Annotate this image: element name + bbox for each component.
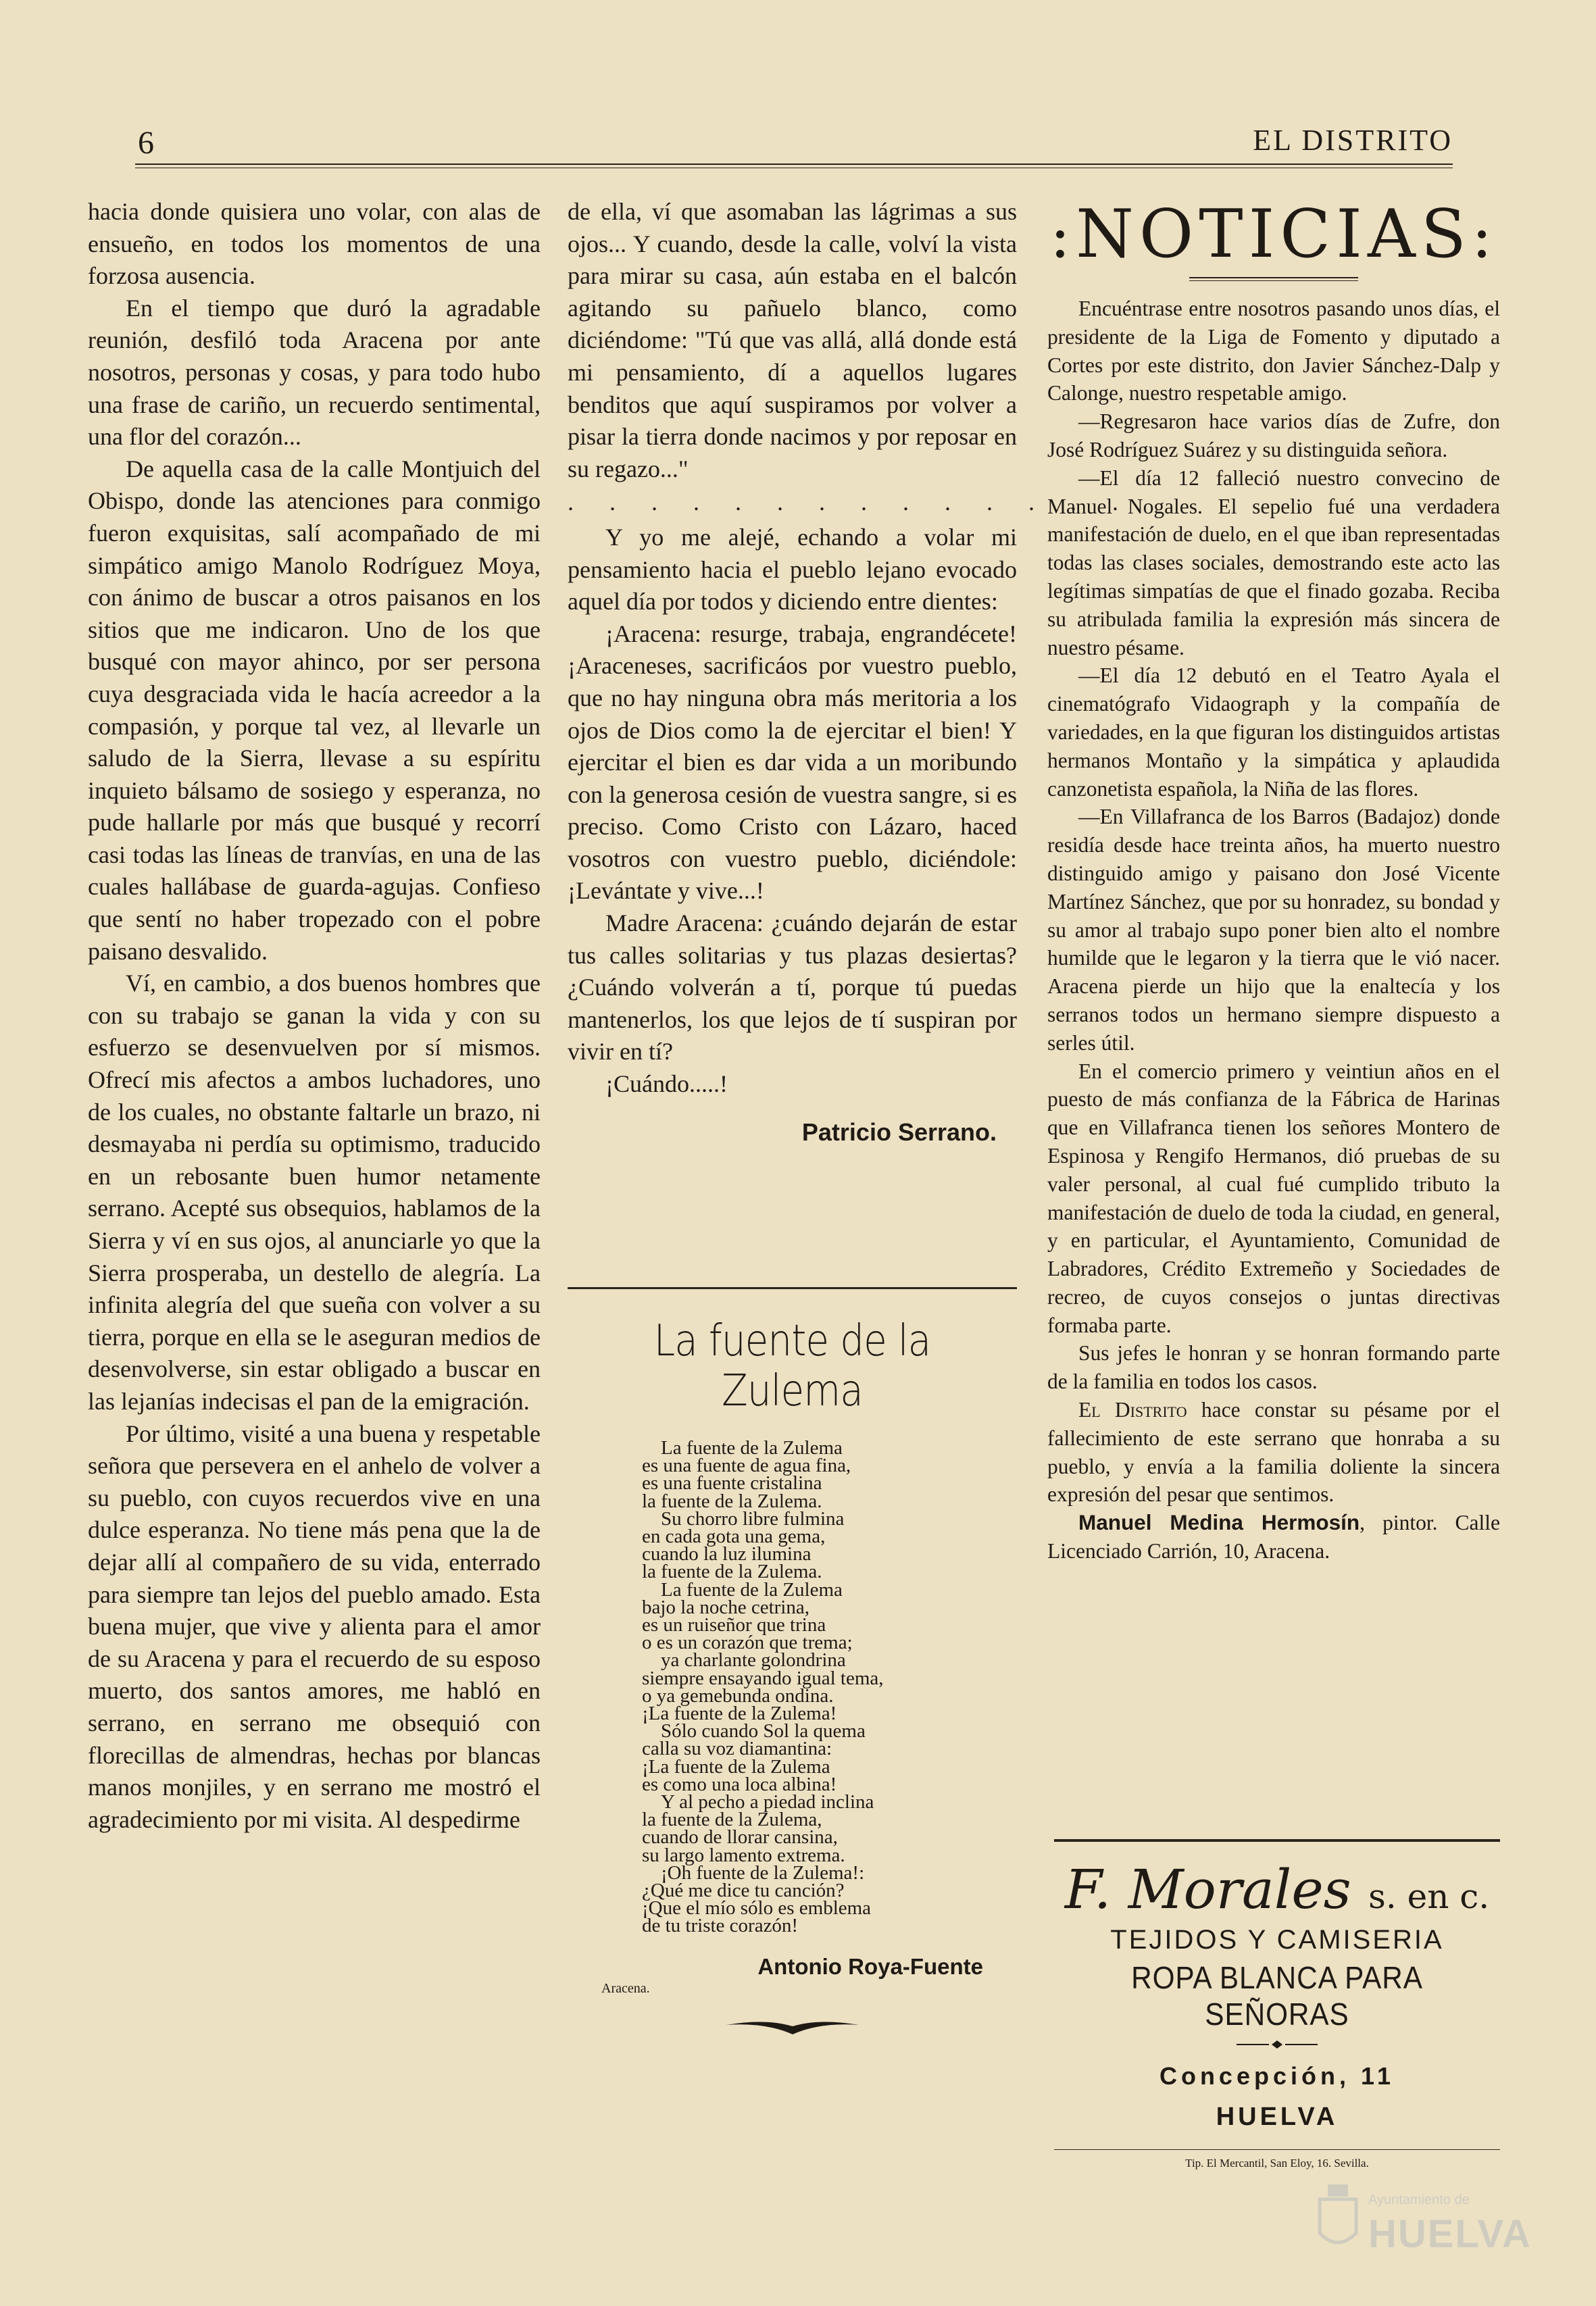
poem-line: ¡La fuente de la Zulema: [642, 1755, 830, 1778]
colon-ornament-left: :: [1049, 201, 1076, 272]
ad-brand-suffix: s. en c.: [1368, 1877, 1490, 1916]
newspaper-name: El Distrito: [1078, 1398, 1187, 1422]
poem-line: Y al pecho a piedad inclina: [661, 1791, 874, 1813]
poem-line: es una fuente de agua fina,: [642, 1455, 851, 1477]
poem-line: es un ruiseñor que trina: [642, 1614, 826, 1636]
poem-line: ¡La fuente de la Zulema!: [642, 1703, 837, 1725]
poem-body: [568, 1439, 1017, 1935]
watermark-logo: [1314, 2179, 1537, 2287]
poem-line: cuando la luz ilumina: [642, 1543, 812, 1565]
news-item: —El día 12 debutó en el Teatro Ayala el cinematógrafo Vidaograph y la compañía de variedades, en la que figuran los distinguidos artistas hermanos Montaño y la simpática y aplaudida canzonetista española, la Niña de las flores.: [1047, 663, 1500, 801]
news-closing-text: hace constar su pésame por el fallecimiento de este serrano que honraba a su pueblo, y envía a la familia doliente la sincera expresión del pesar que sentimos.: [1047, 1398, 1501, 1507]
article-paragraph: ¡Aracena: resurge, trabaja, engrandécete! ¡Araceneses, sacrificáos por vuestro pueblo, que no hay ninguna obra más meritoria a los ojos de Dios como la de ejercitar el bien! Y ejercitar el bien es dar vida a un moribundo con la generosa cesión de vuestra sangre, si es preciso. Como Cristo con Lázaro, haced vosotros con vuestro pueblo, diciéndole: ¡Levántate y vive...!: [568, 620, 1017, 905]
poem-line: La fuente de la Zulema: [661, 1437, 843, 1459]
poem-top-rule: [568, 1287, 1017, 1289]
article-paragraph: En el tiempo que duró la agradable reunión, desfiló toda Aracena por ante nosotros, personas y cosas, y para todo hubo una frase de cariño, un recuerdo sentimental, una flor del corazón...: [88, 294, 541, 451]
news-signature: [1047, 1509, 1500, 1565]
poem-line: ¡Que el mío sólo es emblema: [642, 1897, 872, 1920]
poem-line: su largo lamento extrema.: [642, 1844, 845, 1866]
news-title-underline: [1189, 277, 1358, 281]
poem-line: ya charlante golondrina: [661, 1649, 846, 1672]
page-header: [135, 122, 1453, 162]
ad-ornament: [1237, 2039, 1318, 2050]
news-item: Sus jefes le honran y se honran formando parte de la familia en todos los casos.: [1047, 1341, 1500, 1394]
article-paragraph: Madre Aracena: ¿cuándo dejarán de estar tus calles solitarias y tus plazas desiertas? ¿Cuándo volverán a tí, porque tú puedas mantenerlos, los que lejos de tí suspiran por vivir en tí?: [568, 909, 1017, 1066]
signature-details: , pintor. Calle Licenciado Carrión, 10, Aracena.: [1047, 1511, 1500, 1563]
colon-ornament-right: :: [1471, 201, 1498, 272]
article-paragraph: de ella, ví que asomaban las lágrimas a sus ojos... Y cuando, desde la calle, volví la vista para mirar su casa, aún estaba en el balcón agitando su pañuelo blanco, como diciéndome: "Tú que vas allá, allá donde está mi pensamiento, dí a aquellos lugares benditos que aquí suspiramos por volver a pisar la tierra donde nacimos y por reposar en su regazo...": [568, 198, 1017, 482]
poem-line: bajo la noche cetrina,: [642, 1596, 809, 1618]
article-signature: Patricio Serrano.: [801, 1118, 997, 1146]
ad-city: HUELVA: [1216, 2103, 1339, 2131]
news-closing: [1047, 1396, 1500, 1509]
news-column: [1047, 196, 1500, 1565]
article-paragraph: Ví, en cambio, a dos buenos hombres que con su trabajo se ganan la vida y con su esfuerzo se desenvuelven por sí mismos. Ofrecí mis afectos a ambos luchadores, uno de los cuales, no obstante faltarle un brazo, ni desmayaba ni perdía su optimismo, traducido en un rebosante buen humor netamente serrano. Acepté sus obsequios, hablamos de la Sierra y ví en sus ojos, al anunciarle yo que la Sierra prosperaba, un destello de alegría. La infinita alegría del que sueña con volver a su tierra, porque en ella se le aseguran medios de desenvolverse, sin estar obligado a buscar en las lejanías indecisas el pan de la emigración.: [88, 970, 541, 1415]
news-item: —Regresaron hace varios días de Zufre, don José Rodríguez Suárez y su distinguida señora.: [1047, 409, 1500, 461]
poem-line: es una fuente cristalina: [642, 1472, 822, 1495]
printer-imprint: Tip. El Mercantil, San Eloy, 16. Sevilla.: [1185, 2157, 1369, 2170]
watermark-line-2: HUELVA: [1368, 2212, 1532, 2256]
poem-line: calla su voz diamantina:: [642, 1738, 832, 1760]
poem-line: en cada gota una gema,: [642, 1526, 826, 1548]
ad-top-rule: [1054, 1839, 1500, 1842]
poem-title: La fuente de la Zulema: [653, 1316, 931, 1416]
ad-line-2: ROPA BLANCA PARA SEÑORAS: [1131, 1960, 1423, 2032]
poem-line: la fuente de la Zulema.: [642, 1561, 822, 1583]
poem-place: Aracena.: [601, 1980, 650, 1996]
poem-line: Su chorro libre fulmina: [661, 1507, 845, 1530]
signature-name: Manuel Medina Hermosín: [1078, 1510, 1360, 1535]
news-title: [1047, 196, 1500, 273]
flourish-ornament: [725, 2017, 860, 2037]
poem-line: La fuente de la Zulema: [661, 1578, 843, 1601]
news-item: Encuéntrase entre nosotros pasando unos días, el presidente de la Liga de Fomento y diputado a Cortes por este distrito, don Javier Sánchez-Dalp y Calonge, nuestro respetable amigo.: [1047, 297, 1500, 405]
coat-of-arms-icon: [1314, 2179, 1362, 2253]
poem-line: siempre ensayando igual tema,: [642, 1667, 884, 1689]
article-paragraph: Por último, visité a una buena y respetable señora que persevera en el anhelo de volver a su pueblo, con cuyos recuerdos vive en una dulce esperanza. No tiene más pena que la de dejar allí al compañero de su vida, enterrado para siempre tan lejos del pueblo amado. Esta buena mujer, que vive y alienta para el amor de su Aracena y para el recuerdo de su esposo muerto, dos santos amores, me habló en serrano, en serrano me obsequió con florecillas de almendras, hechas por blancas manos monjiles, y en serrano me mostró el agradecimiento por mi visita. Al despedirme: [88, 1420, 541, 1833]
article-column-1: [88, 196, 541, 1836]
poem-section: [568, 1287, 1017, 2037]
poem-line: de tu triste corazón!: [642, 1915, 799, 1937]
poem-line: cuando de llorar cansina,: [642, 1826, 838, 1849]
article-column-2: [568, 196, 1133, 1147]
article-paragraph: De aquella casa de la calle Montjuich del Obispo, donde las atenciones para conmigo fueron exquisitas, salí acompañado de mi simpático amigo Manolo Rodríguez Moya, con ánimo de buscar a otros paisanos en los sitios que me indicaron. Uno de los que busqué con mayor ahinco, por ser persona cuya desgraciada vida le hacía acreedor a la compasión, y porque tal vez, al llevarle un saludo de la Sierra, llevase a su espíritu inquieto bálsamo de sosiego y esperanza, no pude hallarle por más que busqué y recorrí casi todas las líneas de tranvías, en una de las cuales hallábase de guarda-agujas. Confieso que sentí no haber tropezado con el pobre paisano desvalido.: [88, 455, 541, 965]
poem-line: ¡Oh fuente de la Zulema!:: [661, 1861, 865, 1884]
poem-line: Sólo cuando Sol la quema: [661, 1720, 866, 1743]
ad-address: Concepción, 11: [1159, 2062, 1395, 2090]
advertisement: [1054, 1839, 1500, 2170]
header-rule: [135, 164, 1453, 165]
article-paragraph: ¡Cuándo.....!: [605, 1070, 728, 1098]
poem-line: es como una loca albina!: [642, 1773, 837, 1795]
news-item: —El día 12 falleció nuestro convecino de Manuel Nogales. El sepelio fué una verdadera manifestación de duelo, en el que iban representadas todas las clases sociales, demostrando este acto las legítimas simpatías de que el finado gozaba. Reciba su atribulada familia la expresión más sincera de nuestro pésame.: [1047, 466, 1500, 659]
ad-brand-name: F. Morales: [1064, 1858, 1351, 1921]
ad-bottom-rule: [1054, 2149, 1500, 2150]
news-title-text: NOTICIAS: [1076, 196, 1472, 273]
publication-title: EL DISTRITO: [1253, 124, 1453, 157]
poem-line: la fuente de la Zulema.: [642, 1490, 822, 1512]
watermark-line-1: Ayuntamiento de: [1368, 2192, 1470, 2207]
poem-line: ¿Qué me dice tu canción?: [642, 1880, 845, 1902]
separator-dots: . . . . . . . . . . . . . .: [568, 488, 1133, 516]
news-item: En el comercio primero y veintiun años en el puesto de más confianza de la Fábrica de Harinas que en Villafranca tienen los señores Montero de Espinosa y Rengifo Hermanos, dió pruebas de su valer personal, al cual fué cumplido tributo la manifestación de duelo de toda la ciudad, en general, y en particular, el Ayuntamiento, Comunidad de Labradores, Crédito Extremeño y Sociedades de recreo, de cuyos consejos o juntas directivas formaba parte.: [1047, 1059, 1500, 1337]
poem-line: o es un corazón que trema;: [642, 1632, 853, 1654]
poem-author: Antonio Roya-Fuente: [757, 1953, 983, 1979]
page-number: 6: [138, 125, 154, 161]
news-item: —En Villafranca de los Barros (Badajoz) donde residía desde hace treinta años, ha muerto nuestro distinguido amigo y paisano don José Vicente Martínez Sánchez, que por su honradez, su bondad y su amor al trabajo supo poner bien alto el nombre humilde que le legaron y la tierra que le vió nacer. Aracena pierde un hijo que la enaltecía y los serranos todos un hermano siempre dispuesto a serles útil.: [1047, 805, 1500, 1055]
poem-line: la fuente de la Zulema,: [642, 1809, 822, 1831]
article-paragraph: Y yo me alejé, echando a volar mi pensamiento hacia el pueblo lejano evocado aquel día por todos y diciendo entre dientes:: [568, 523, 1017, 616]
article-paragraph: hacia donde quisiera uno volar, con alas de ensueño, en todos los momentos de una forzosa ausencia.: [88, 198, 541, 290]
ad-brand: [1054, 1858, 1500, 1921]
poem-line: o ya gemebunda ondina.: [642, 1684, 834, 1707]
news-items: [1047, 295, 1500, 1565]
ad-line-1: TEJIDOS Y CAMISERIA: [1110, 1925, 1444, 1955]
